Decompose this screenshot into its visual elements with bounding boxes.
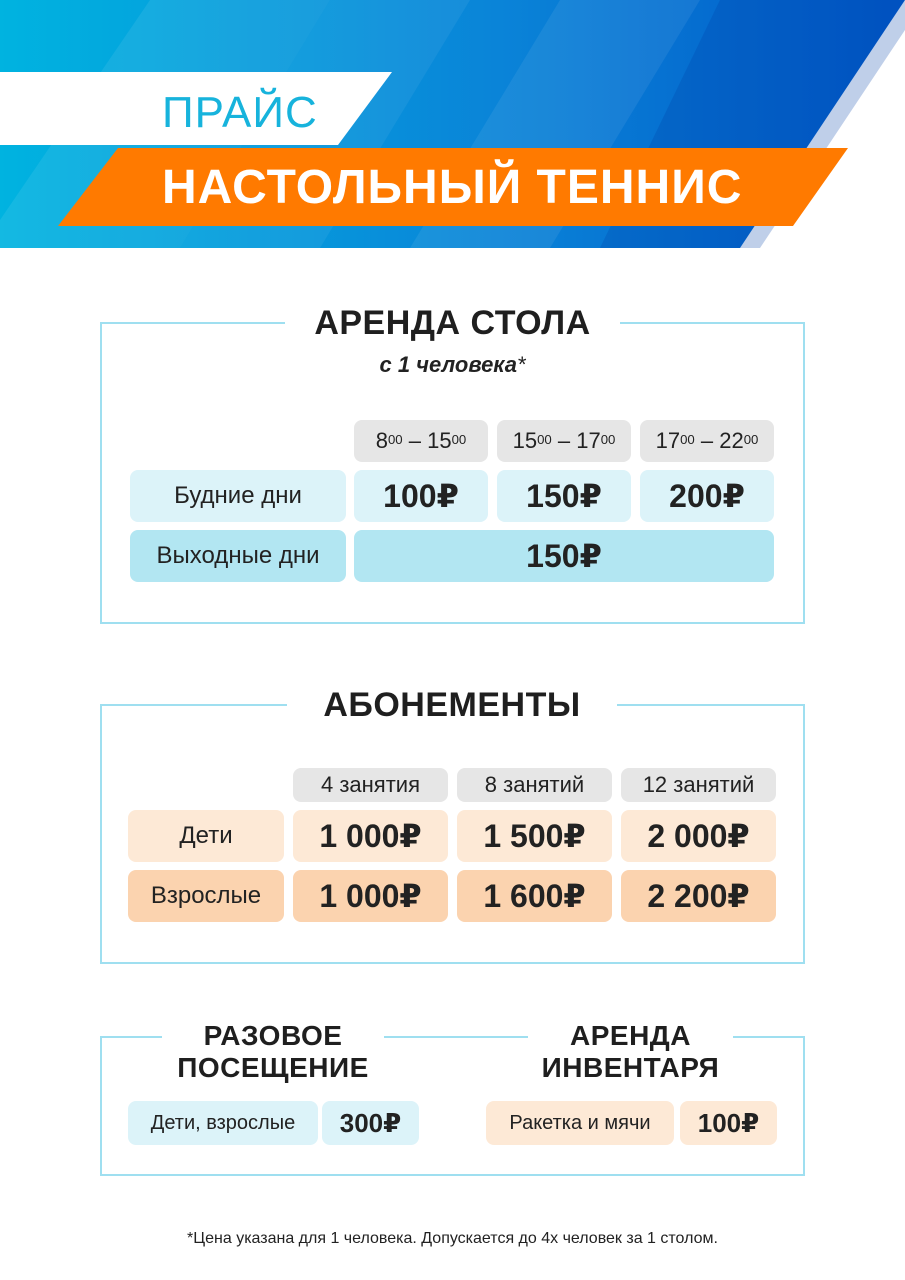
table-rental-subtitle <box>0 352 905 378</box>
equipment-title-line2: ИНВЕНТАРЯ <box>541 1052 720 1083</box>
weekday-price-3: 200₽ <box>640 470 774 522</box>
time-from-min: 00 <box>680 431 695 447</box>
kids-price-1: 1 000₽ <box>293 810 448 862</box>
single-visit-label: Дети, взрослые <box>128 1101 318 1145</box>
single-visit-title-line2: ПОСЕЩЕНИЕ <box>177 1052 369 1083</box>
time-from-hour: 15 <box>512 428 538 453</box>
adults-price-2: 1 600₽ <box>457 870 612 922</box>
single-visit-price: 300₽ <box>322 1101 419 1145</box>
time-from-min: 00 <box>387 431 403 447</box>
subscription-col-1: 4 занятия <box>293 768 448 802</box>
header-banner <box>0 0 905 250</box>
weekday-price-2: 150₽ <box>497 470 631 522</box>
kids-price-2: 1 500₽ <box>457 810 612 862</box>
time-to-min: 00 <box>743 431 759 447</box>
footnote: *Цена указана для 1 человека. Допускается до 4х человек за 1 столом. <box>187 1230 718 1247</box>
time-from-hour: 17 <box>655 428 681 453</box>
time-sep: – <box>402 428 428 453</box>
adults-price-1: 1 000₽ <box>293 870 448 922</box>
subscription-col-3: 12 занятий <box>621 768 776 802</box>
equipment-price: 100₽ <box>680 1101 777 1145</box>
weekday-price-1: 100₽ <box>354 470 488 522</box>
time-to-min: 00 <box>451 431 467 447</box>
subtitle-asterisk: * <box>516 352 526 377</box>
weekend-label: Выходные дни <box>130 530 346 582</box>
time-sep: – <box>551 428 577 453</box>
time-from-hour: 8 <box>375 428 388 453</box>
time-slot-2 <box>497 420 631 462</box>
time-to-hour: 15 <box>427 428 452 453</box>
single-visit-title <box>162 1020 384 1084</box>
time-to-hour: 17 <box>576 428 601 453</box>
equipment-label: Ракетка и мячи <box>486 1101 674 1145</box>
time-to-hour: 22 <box>719 428 744 453</box>
single-visit-title-line1: РАЗОВОЕ <box>203 1020 343 1051</box>
weekend-price: 150₽ <box>354 530 774 582</box>
time-sep: – <box>694 428 720 453</box>
time-to-min: 00 <box>600 431 616 447</box>
time-slot-3 <box>640 420 774 462</box>
weekday-label: Будние дни <box>130 470 346 522</box>
table-rental-title: АРЕНДА СТОЛА <box>285 304 620 343</box>
adults-label: Взрослые <box>128 870 284 922</box>
subscriptions-title: АБОНЕМЕНТЫ <box>287 686 617 725</box>
equipment-title-line1: АРЕНДА <box>570 1020 691 1051</box>
adults-price-3: 2 200₽ <box>621 870 776 922</box>
kids-price-3: 2 000₽ <box>621 810 776 862</box>
pretitle: ПРАЙС <box>162 88 318 137</box>
time-slot-1 <box>354 420 488 462</box>
subscription-col-2: 8 занятий <box>457 768 612 802</box>
page-title: НАСТОЛЬНЫЙ ТЕННИС <box>162 161 743 214</box>
equipment-title <box>528 1020 733 1084</box>
time-from-min: 00 <box>537 431 552 447</box>
kids-label: Дети <box>128 810 284 862</box>
subtitle-text: с 1 человека <box>379 352 517 377</box>
